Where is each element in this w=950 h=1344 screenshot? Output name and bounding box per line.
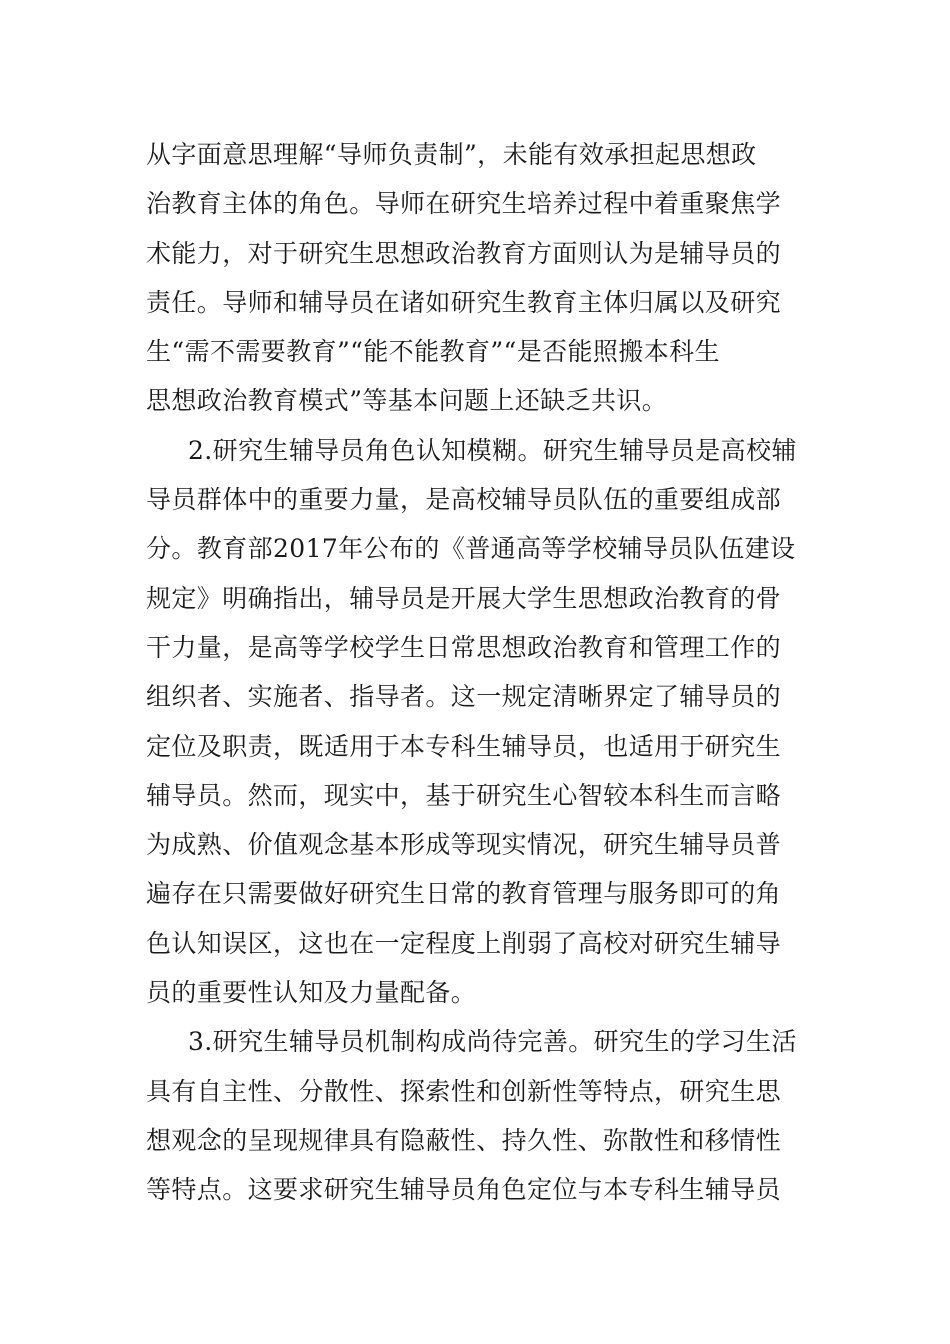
text-line: 辅导员。然而，现实中，基于研究生心智较本科生而言略 (146, 780, 782, 810)
text-line: 定位及职责，既适用于本专科生辅导员，也适用于研究生 (146, 731, 782, 761)
text-line: 想观念的呈现规律具有隐蔽性、持久性、弥散性和移情性 (146, 1125, 782, 1155)
text-line: 等特点。这要求研究生辅导员角色定位与本专科生辅导员 (146, 1175, 782, 1205)
text-line: 思想政治教育模式”等基本问题上还缺乏共识。 (146, 386, 668, 416)
text-line: 责任。导师和辅导员在诸如研究生教育主体归属以及研究 (146, 287, 782, 317)
paragraph-1 (146, 130, 806, 426)
text-line: 干力量，是高等学校学生日常思想政治教育和管理工作的 (146, 632, 782, 662)
paragraph-3 (146, 1017, 806, 1214)
text-line-indented: 3.研究生辅导员机制构成尚待完善。研究生的学习生活 (188, 1027, 797, 1057)
text-line: 色认知误区，这也在一定程度上削弱了高校对研究生辅导 (146, 928, 782, 958)
text-line: 组织者、实施者、指导者。这一规定清晰界定了辅导员的 (146, 682, 782, 712)
text-line: 导员群体中的重要力量，是高校辅导员队伍的重要组成部 (146, 485, 782, 515)
paragraph-2 (146, 426, 806, 1018)
text-line: 为成熟、价值观念基本形成等现实情况，研究生辅导员普 (146, 830, 782, 860)
text-line-indented: 2.研究生辅导员角色认知模糊。研究生辅导员是高校辅 (188, 435, 797, 465)
text-line: 规定》明确指出，辅导员是开展大学生思想政治教育的骨 (146, 583, 782, 613)
text-line: 生“需不需要教育”“能不能教育”“是否能照搬本科生 (146, 337, 720, 367)
text-line: 具有自主性、分散性、探索性和创新性等特点，研究生思 (146, 1076, 782, 1106)
text-line: 治教育主体的角色。导师在研究生培养过程中着重聚焦学 (146, 189, 782, 219)
body-text (146, 130, 806, 1215)
text-line: 员的重要性认知及力量配备。 (146, 978, 477, 1008)
text-line: 术能力，对于研究生思想政治教育方面则认为是辅导员的 (146, 238, 782, 268)
text-line: 分。教育部2017年公布的《普通高等学校辅导员队伍建设 (146, 534, 796, 564)
text-line: 从字面意思理解“导师负责制”，未能有效承担起思想政 (146, 140, 757, 169)
text-line: 遍存在只需要做好研究生日常的教育管理与服务即可的角 (146, 879, 782, 909)
